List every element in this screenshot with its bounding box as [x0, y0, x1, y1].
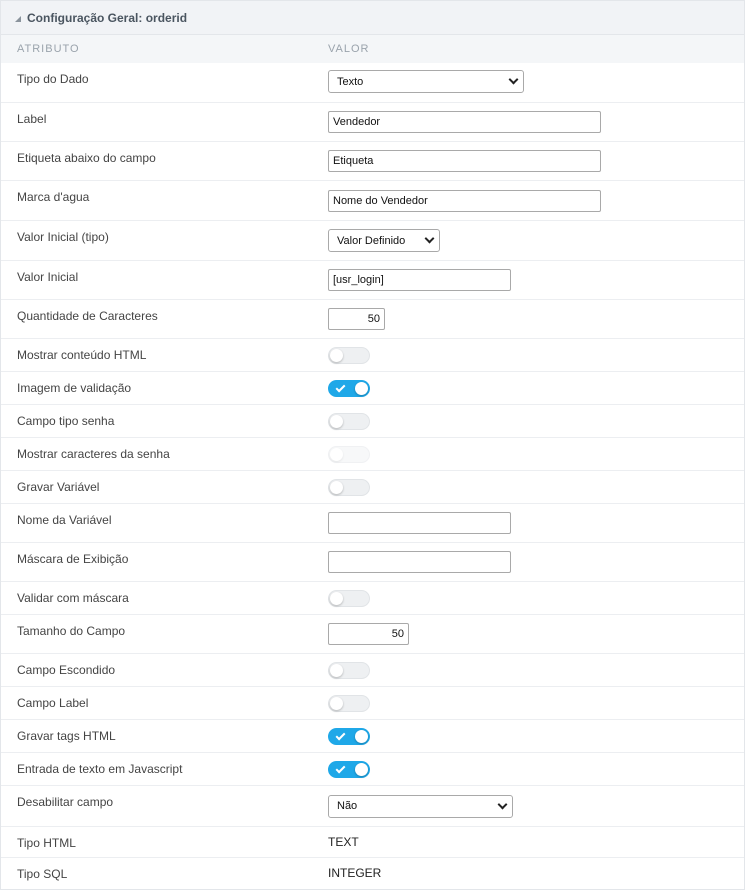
column-header-value: VALOR	[328, 43, 370, 55]
toggle-knob	[355, 763, 368, 776]
collapse-triangle-icon[interactable]	[15, 16, 21, 22]
row-mostrar-html	[1, 339, 744, 372]
row-label: Gravar tags HTML	[17, 729, 116, 743]
row-imagem-validacao	[1, 372, 744, 405]
tipo-dado-select[interactable]	[328, 70, 524, 93]
check-icon	[336, 730, 346, 740]
row-campo-senha	[1, 405, 744, 438]
campo-label-toggle[interactable]	[328, 695, 370, 712]
row-label: Tipo do Dado	[17, 72, 89, 86]
row-valor-inicial	[1, 261, 744, 300]
row-etiqueta	[1, 142, 744, 181]
toggle-knob	[330, 448, 343, 461]
qtd-caracteres-input[interactable]	[328, 308, 385, 330]
campo-escondido-toggle[interactable]	[328, 662, 370, 679]
row-label: Campo Escondido	[17, 663, 116, 677]
row-tipo-html	[1, 827, 744, 858]
mostrar-html-toggle[interactable]	[328, 347, 370, 364]
toggle-knob	[330, 349, 343, 362]
row-label: Mostrar caracteres da senha	[17, 447, 170, 461]
row-label: Desabilitar campo	[17, 795, 114, 809]
row-campo-escondido	[1, 654, 744, 687]
marca-agua-input[interactable]	[328, 190, 601, 212]
check-icon	[336, 763, 346, 773]
row-label: Label	[17, 112, 47, 126]
row-label: Tipo HTML	[17, 836, 76, 850]
panel-header[interactable]	[1, 1, 744, 35]
chevron-down-icon	[498, 799, 508, 809]
mostrar-caracteres-senha-toggle	[328, 446, 370, 463]
row-label: Etiqueta abaixo do campo	[17, 151, 156, 165]
tamanho-campo-input[interactable]	[328, 623, 409, 645]
row-gravar-variavel	[1, 471, 744, 504]
row-label: Campo tipo senha	[17, 414, 115, 428]
select-value: Não	[337, 800, 358, 812]
chevron-down-icon	[425, 234, 435, 244]
etiqueta-input[interactable]	[328, 150, 601, 172]
row-mascara-exibicao	[1, 543, 744, 582]
toggle-knob	[355, 730, 368, 743]
toggle-knob	[355, 382, 368, 395]
row-qtd-caracteres	[1, 300, 744, 339]
toggle-knob	[330, 592, 343, 605]
row-label: Nome da Variável	[17, 513, 112, 527]
row-label: Quantidade de Caracteres	[17, 309, 158, 323]
row-label: Mostrar conteúdo HTML	[17, 348, 147, 362]
toggle-knob	[330, 415, 343, 428]
tipo-sql-value: INTEGER	[328, 866, 382, 880]
row-campo-label	[1, 687, 744, 720]
valor-inicial-input[interactable]	[328, 269, 511, 291]
validar-mascara-toggle[interactable]	[328, 590, 370, 607]
row-label: Tamanho do Campo	[17, 624, 126, 638]
row-label: Entrada de texto em Javascript	[17, 762, 183, 776]
column-header-attribute: ATRIBUTO	[17, 43, 80, 55]
desabilitar-campo-select[interactable]	[328, 795, 513, 818]
row-label: Marca d'agua	[17, 190, 90, 204]
row-entrada-javascript	[1, 753, 744, 786]
column-headers	[1, 35, 744, 63]
gravar-variavel-toggle[interactable]	[328, 479, 370, 496]
select-value: Valor Definido	[337, 234, 406, 247]
toggle-knob	[330, 697, 343, 710]
row-validar-mascara	[1, 582, 744, 615]
row-marca-agua	[1, 181, 744, 221]
row-label: Máscara de Exibição	[17, 552, 129, 566]
row-label: Valor Inicial	[17, 270, 79, 284]
row-mostrar-caracteres-senha	[1, 438, 744, 471]
row-tipo-sql	[1, 858, 744, 888]
check-icon	[336, 382, 346, 392]
campo-senha-toggle[interactable]	[328, 413, 370, 430]
toggle-knob	[330, 664, 343, 677]
row-label: Valor Inicial (tipo)	[17, 230, 109, 244]
imagem-validacao-toggle[interactable]	[328, 380, 370, 397]
label-input[interactable]	[328, 111, 601, 133]
row-label: Gravar Variável	[17, 480, 100, 494]
toggle-knob	[330, 481, 343, 494]
panel-title: Configuração Geral: orderid	[27, 10, 188, 25]
valor-inicial-tipo-select[interactable]	[328, 229, 440, 252]
row-gravar-tags-html	[1, 720, 744, 753]
row-tamanho-campo	[1, 615, 744, 654]
row-tipo-dado	[1, 63, 744, 103]
row-valor-inicial-tipo	[1, 221, 744, 261]
entrada-javascript-toggle[interactable]	[328, 761, 370, 778]
tipo-html-value: TEXT	[328, 835, 359, 849]
select-value: Texto	[337, 75, 364, 88]
nome-variavel-input[interactable]	[328, 512, 511, 534]
row-label: Tipo SQL	[17, 867, 68, 881]
row-desabilitar-campo	[1, 786, 744, 827]
row-nome-variavel	[1, 504, 744, 543]
row-label: Imagem de validação	[17, 381, 132, 395]
chevron-down-icon	[509, 75, 519, 85]
row-label-field	[1, 103, 744, 142]
row-label: Validar com máscara	[17, 591, 129, 605]
gravar-tags-html-toggle[interactable]	[328, 728, 370, 745]
row-label: Campo Label	[17, 696, 89, 710]
mascara-exibicao-input[interactable]	[328, 551, 511, 573]
